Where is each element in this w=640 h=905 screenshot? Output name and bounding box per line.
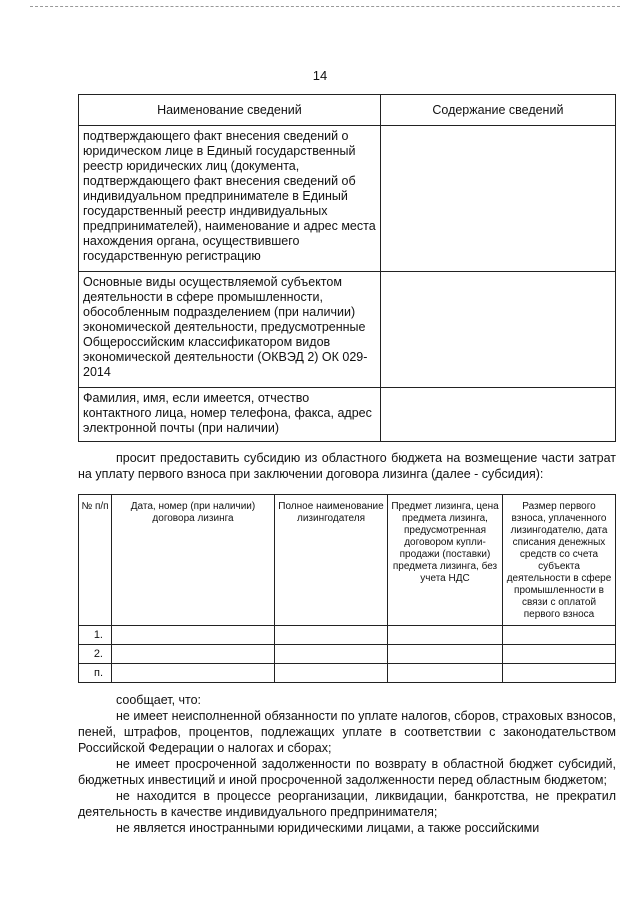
lease-header-subject: Предмет лизинга, цена предмета лизинга, предусмотренная договором купли-продажи (поставки) предмета лизинга, без учета НДС [388,495,503,626]
info-table-header [79,95,616,126]
statement-item-debt: не имеет просроченной задолженности по возврату в областной бюджет субсидий, бюджетных инвестиций и иной просроченной задолженности перед областным бюджетом; [78,757,616,787]
page-number: 14 [312,68,328,83]
table-row [79,664,616,683]
table-cell [388,645,503,664]
request-paragraph [78,450,616,482]
table-cell [275,626,388,645]
statement-item-reorganization: не находится в процессе реорганизации, ликвидации, банкротства, не прекратил деятельность в качестве индивидуального предпринимателя; [78,789,616,819]
info-header-name: Наименование сведений [79,95,381,126]
table-cell [275,645,388,664]
lease-header-lessor: Полное наименование лизингодателя [275,495,388,626]
info-row-contact [79,388,616,442]
table-cell [388,664,503,683]
row-number: 2. [79,645,112,664]
lease-table [78,494,616,683]
statement-intro: сообщает, что: [116,693,202,707]
table-cell [388,626,503,645]
statement-item-taxes: не имеет неисполненной обязанности по уплате налогов, сборов, страховых взносов, пеней, штрафов, процентов, подлежащих уплате в соответствии с законодательством Российской Федерации о налогах и сборах; [78,709,616,755]
info-row-activities [79,272,616,388]
row-number: п. [79,664,112,683]
info-value-contact [380,388,615,442]
request-text: просит предоставить субсидию из областного бюджета на возмещение части затрат на уплату первого взноса при заключении договора лизинга (далее - субсидия): [78,451,616,481]
table-row [79,645,616,664]
info-value-activities [380,272,615,388]
table-cell [112,626,275,645]
lease-header-payment: Размер первого взноса, уплаченного лизингодателю, дата списания денежных средств со счета субъекта деятельности в сфере промышленности в связи с оплатой первого взноса [503,495,616,626]
table-cell [503,626,616,645]
info-header-content: Содержание сведений [380,95,615,126]
info-row-registration [79,126,616,272]
lease-header-contract: Дата, номер (при наличии) договора лизинга [112,495,275,626]
lease-header-number: № п/п [79,495,112,626]
table-cell [112,645,275,664]
info-cell-registration: подтверждающего факт внесения сведений о юридическом лице в Единый государственный реестр юридических лиц (документа, подтверждающего факт внесения сведений об индивидуальном предпринимателе в Единый государственный реестр индивидуальных предпринимателей), наименование и адрес места нахождения органа, осуществившего государственную регистрацию [79,126,381,272]
table-cell [275,664,388,683]
table-row [79,626,616,645]
table-cell [112,664,275,683]
statement-body [78,692,616,836]
scan-top-edge [30,6,620,7]
info-cell-activities: Основные виды осуществляемой субъектом деятельности в сфере промышленности, обособленным подразделением (при наличии) экономической деятельности, предусмотренные Общероссийским классификатором видов экономической деятельности (ОКВЭД 2) ОК 029-2014 [79,272,381,388]
lease-table-header [79,495,616,626]
info-table [78,94,616,442]
row-number: 1. [79,626,112,645]
table-cell [503,664,616,683]
statement-item-foreign: не является иностранными юридическими лицами, а также российскими [116,821,540,835]
info-cell-contact: Фамилия, имя, если имеется, отчество контактного лица, номер телефона, факса, адрес электронной почты (при наличии) [79,388,381,442]
info-value-registration [380,126,615,272]
table-cell [503,645,616,664]
